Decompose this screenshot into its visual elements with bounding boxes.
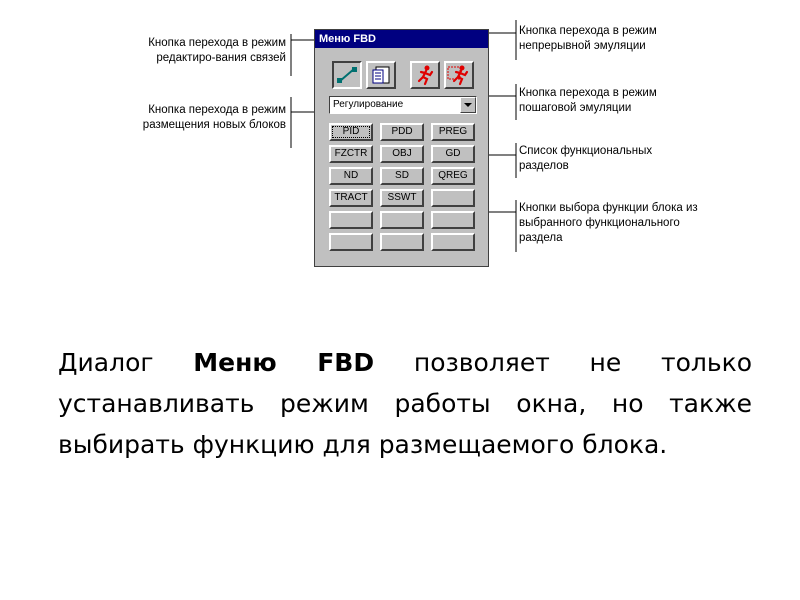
fbd-menu-dialog [314,29,489,267]
connection-line-icon [335,64,359,86]
block-button-nd[interactable]: ND [329,167,373,185]
block-button-empty[interactable] [380,233,424,251]
callout-function-buttons: Кнопки выбора функции блока из выбранного функционального раздела [519,202,698,244]
block-button-pdd[interactable]: PDD [380,123,424,141]
edit-links-mode-button[interactable] [332,61,362,89]
continuous-emulation-button[interactable] [410,61,440,89]
block-button-tract[interactable]: TRACT [329,189,373,207]
block-button-preg[interactable]: PREG [431,123,475,141]
description-dialog-name: Меню FBD [193,348,375,377]
block-button-sd[interactable]: SD [380,167,424,185]
running-man-hatched-icon [447,64,471,86]
block-button-fzctr[interactable]: FZCTR [329,145,373,163]
block-button-pid[interactable]: PID [329,123,373,141]
chevron-down-icon[interactable] [460,97,476,113]
block-button-empty[interactable] [329,211,373,229]
block-button-empty[interactable] [431,189,475,207]
block-button-gd[interactable]: GD [431,145,475,163]
callout-sections-list: Список функциональных разделов [519,145,653,172]
description-text [58,342,752,465]
block-button-empty[interactable] [431,233,475,251]
block-button-qreg[interactable]: QREG [431,167,475,185]
block-button-sswt[interactable]: SSWT [380,189,424,207]
block-button-empty[interactable] [329,233,373,251]
block-button-obj[interactable]: OBJ [380,145,424,163]
section-select-value: Регулирование [333,99,404,110]
dialog-title: Меню FBD [315,30,488,48]
place-blocks-mode-button[interactable] [366,61,396,89]
block-placement-icon [370,64,392,86]
callout-place-blocks-mode: Кнопка перехода в режим размещения новых блоков [142,104,286,131]
description-rest: позволяет не только устанавливать режим работы окна, но также выбирать функцию для размещаемого блока. [58,348,752,459]
block-button-empty[interactable] [431,211,475,229]
block-button-empty[interactable] [380,211,424,229]
description-lead: Диалог [58,348,194,377]
callout-continuous-emulation: Кнопка перехода в режим непрерывной эмуляции [519,25,657,52]
function-section-select[interactable] [329,96,477,114]
callout-edit-links-mode: Кнопка перехода в режим редактиро-вания связей [148,37,286,64]
callout-step-emulation: Кнопка перехода в режим пошаговой эмуляции [519,87,657,114]
running-man-icon [414,64,436,86]
block-function-grid [329,123,479,251]
step-emulation-button[interactable] [444,61,474,89]
